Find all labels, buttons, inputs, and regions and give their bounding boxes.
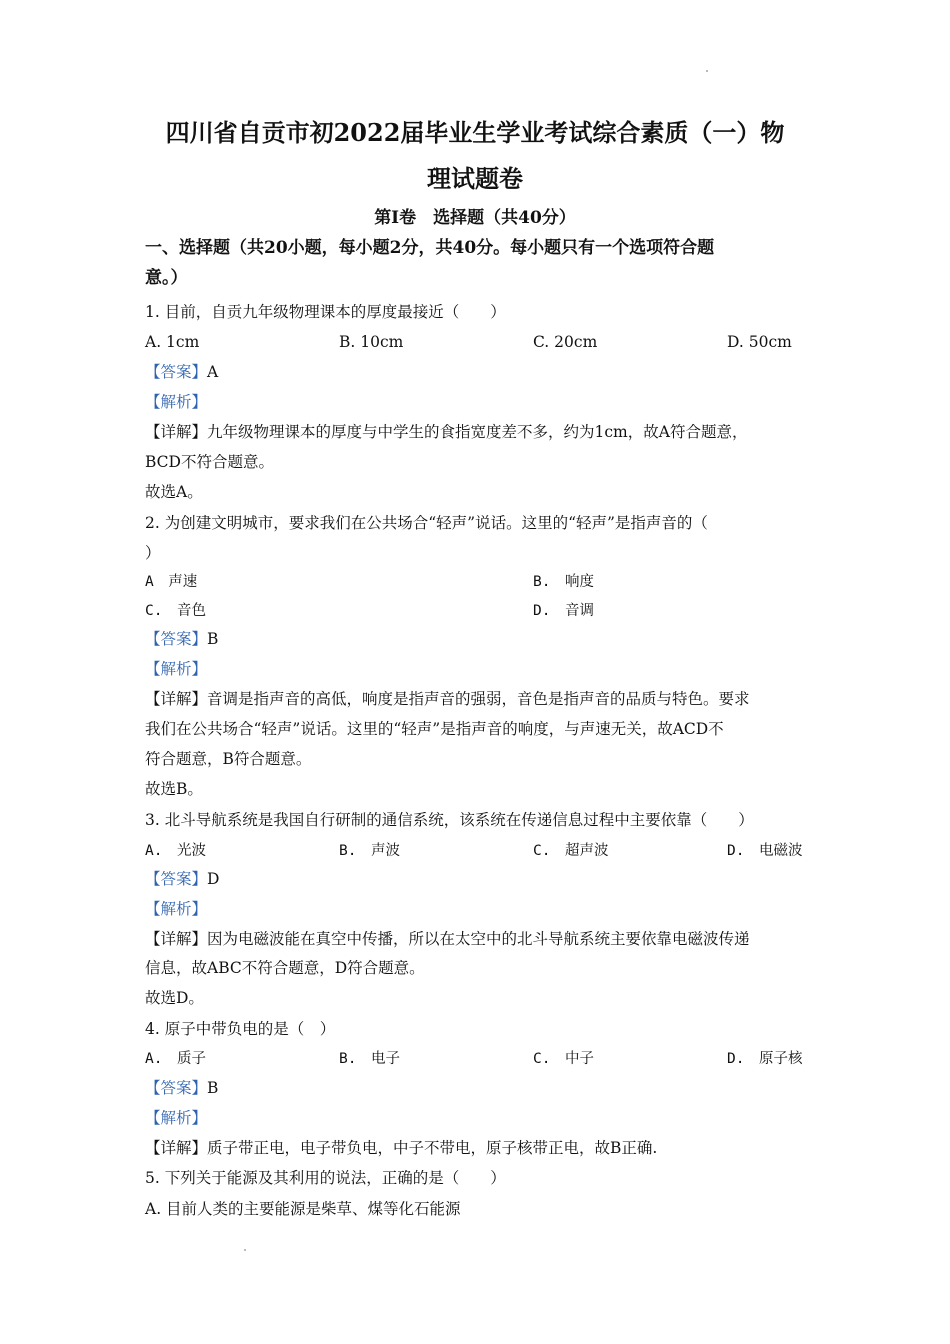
q2-detail-line-1: 音调是指声音的高低，响度是指声音的强弱，音色是指声音的品质与特色。要求: [207, 690, 750, 708]
q1-conclusion: 故选A。: [145, 483, 203, 501]
q1-stem: 1. 目前，自贡九年级物理课本的厚度最接近（ ）: [145, 303, 506, 321]
q4-option-a: A. 质子: [145, 1051, 206, 1067]
q2-option-d: D. 音调: [533, 603, 594, 619]
part-heading: [145, 233, 805, 293]
q2-detail-line-3: 符合题意，B符合题意。: [145, 750, 312, 768]
answer-tag: 【答案】: [145, 870, 208, 888]
q1-option-c: C. 20cm: [533, 333, 598, 351]
q1-option-a: A. 1cm: [145, 333, 200, 351]
q2-option-a: A 声速: [145, 574, 198, 590]
q4-stem: 4. 原子中带负电的是（ ）: [145, 1020, 336, 1038]
q5-stem: 5. 下列关于能源及其利用的说法，正确的是（ ）: [145, 1169, 506, 1187]
q3-detail: [145, 928, 750, 950]
answer-tag: 【答案】: [145, 630, 208, 648]
detail-tag: 【详解】: [145, 1139, 208, 1157]
q4-answer-value: B: [207, 1079, 219, 1097]
q4-option-b: B. 电子: [339, 1051, 400, 1067]
q2-detail: [145, 688, 750, 710]
q2-detail-line-2: 我们在公共场合“轻声”说话。这里的“轻声”是指声音的响度，与声速无关，故ACD不: [145, 720, 724, 738]
q3-answer: [145, 868, 219, 890]
page-mark: [244, 1249, 246, 1251]
heading-line-2: 意。）: [145, 268, 188, 288]
q1-option-d: D. 50cm: [727, 333, 792, 351]
title-line-1: 四川省自贡市初2022届毕业生学业考试综合素质（一）物: [165, 118, 785, 147]
q2-stem: 2. 为创建文明城市，要求我们在公共场合“轻声”说话。这里的“轻声”是指声音的（: [145, 514, 708, 532]
q2-stem-line-2: ）: [145, 544, 161, 562]
answer-tag: 【答案】: [145, 1079, 208, 1097]
q3-stem: 3. 北斗导航系统是我国自行研制的通信系统，该系统在传递信息过程中主要依靠（ ）: [145, 811, 754, 829]
q2-conclusion: 故选B。: [145, 780, 203, 798]
q2-answer: [145, 628, 218, 650]
q4-detail-line-1: 质子带正电，电子带负电，中子不带电，原子核带正电，故B正确.: [207, 1139, 658, 1157]
q3-analysis-tag: 【解析】: [145, 900, 208, 918]
q4-analysis-tag: 【解析】: [145, 1109, 208, 1127]
document-title: [100, 110, 850, 202]
q3-answer-value: D: [207, 870, 220, 888]
page-mark: [706, 70, 708, 72]
q1-answer: [145, 361, 218, 383]
q3-option-c: C. 超声波: [533, 843, 609, 859]
q3-option-a: A. 光波: [145, 843, 206, 859]
q2-option-b: B. 响度: [533, 574, 594, 590]
section-heading: 第Ⅰ卷 选择题（共40分）: [374, 208, 576, 228]
q1-option-b: B. 10cm: [339, 333, 404, 351]
q1-analysis-tag: 【解析】: [145, 393, 208, 411]
q2-option-c: C. 音色: [145, 603, 206, 619]
detail-tag: 【详解】: [145, 930, 208, 948]
q4-detail: [145, 1137, 657, 1159]
detail-tag: 【详解】: [145, 690, 208, 708]
heading-line-1: 一、选择题（共20小题，每小题2分，共40分。每小题只有一个选项符合题: [145, 238, 715, 258]
q5-option-a: A. 目前人类的主要能源是柴草、煤等化石能源: [145, 1200, 461, 1218]
q1-answer-value: A: [207, 363, 219, 381]
q3-option-b: B. 声波: [339, 843, 400, 859]
q1-detail-line-2: BCD不符合题意。: [145, 453, 274, 471]
q3-option-d: D. 电磁波: [727, 843, 803, 859]
detail-tag: 【详解】: [145, 423, 208, 441]
q3-detail-line-2: 信息，故ABC不符合题意，D符合题意。: [145, 959, 425, 977]
answer-tag: 【答案】: [145, 363, 208, 381]
q1-detail-line-1: 九年级物理课本的厚度与中学生的食指宽度差不多，约为1cm，故A符合题意，: [207, 423, 748, 441]
q1-detail: [145, 421, 747, 443]
q4-option-d: D. 原子核: [727, 1051, 803, 1067]
q2-analysis-tag: 【解析】: [145, 660, 208, 678]
title-line-2: 理试题卷: [427, 164, 523, 193]
q3-conclusion: 故选D。: [145, 989, 204, 1007]
q4-option-c: C. 中子: [533, 1051, 594, 1067]
q3-detail-line-1: 因为电磁波能在真空中传播，所以在太空中的北斗导航系统主要依靠电磁波传递: [207, 930, 750, 948]
q4-answer: [145, 1077, 218, 1099]
q2-answer-value: B: [207, 630, 219, 648]
